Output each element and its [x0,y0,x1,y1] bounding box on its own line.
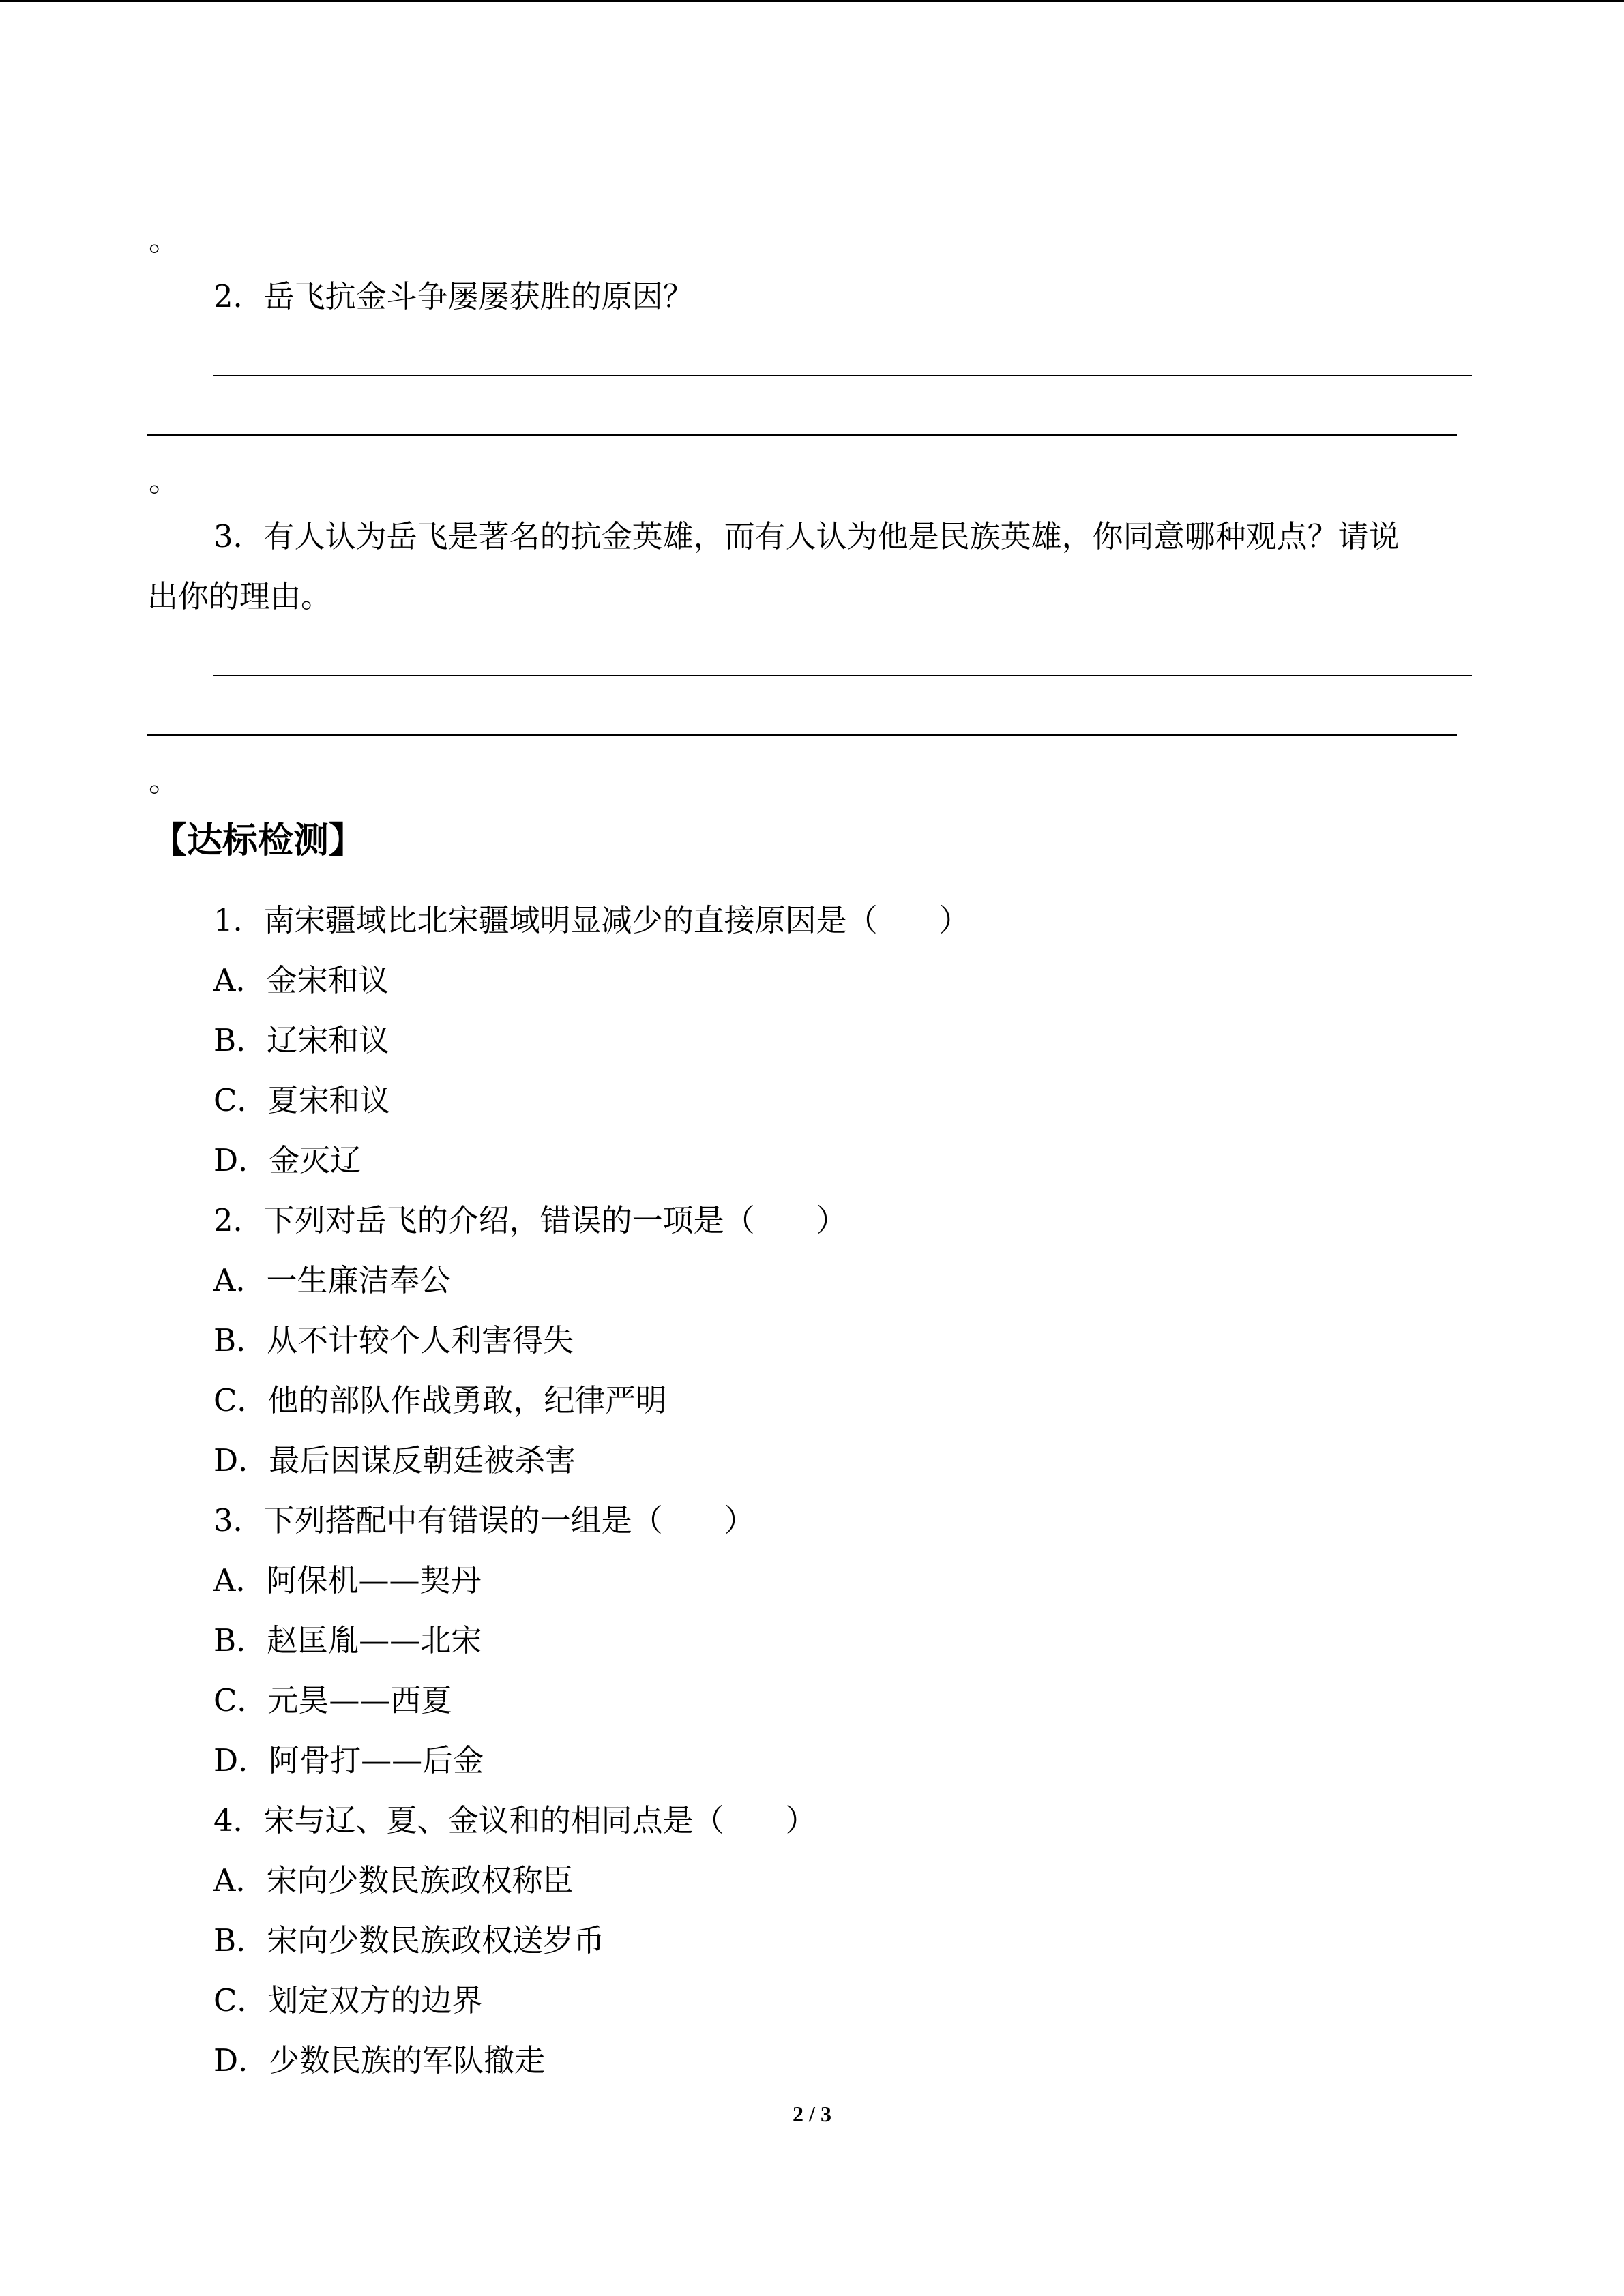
mc-question-1-stem: 1．南宋疆域比北宋疆域明显减少的直接原因是（ ） [213,902,970,938]
mc-question-4-option-a: A．宋向少数民族政权称臣 [213,1862,574,1898]
mc-question-2-stem: 2．下列对岳飞的介绍，错误的一项是（ ） [213,1202,847,1238]
mc-question-4-stem: 4．宋与辽、夏、金议和的相同点是（ ） [213,1802,816,1838]
mc-question-3-option-d: D．阿骨打——后金 [213,1742,484,1778]
period-mark: 。 [149,762,180,799]
period-mark: 。 [149,222,180,258]
answer-line-q3-1[interactable] [213,675,1472,676]
mc-question-3-option-a: A．阿保机——契丹 [213,1562,482,1598]
mc-question-1-option-a: A．金宋和议 [213,962,389,998]
mc-question-4-option-d: D．少数民族的军队撤走 [213,2042,546,2078]
question-3-text-line1: 3．有人认为岳飞是著名的抗金英雄，而有人认为他是民族英雄，你同意哪种观点？请说 [213,518,1400,554]
mc-question-4-option-c: C．划定双方的边界 [213,1982,483,2018]
mc-question-3-option-c: C．元昊——西夏 [213,1682,452,1718]
mc-question-1-option-c: C．夏宋和议 [213,1082,391,1118]
answer-line-q3-2[interactable] [147,734,1457,736]
answer-line-q2-2[interactable] [147,434,1457,436]
mc-question-1-option-b: B．辽宋和议 [213,1022,390,1058]
mc-question-4-option-b: B．宋向少数民族政权送岁币 [213,1922,605,1958]
answer-line-q2-1[interactable] [213,375,1472,376]
page-top-border [0,0,1624,2]
mc-question-3-option-b: B．赵匡胤——北宋 [213,1622,482,1658]
section-title: 【达标检测】 [151,820,365,861]
mc-question-3-stem: 3．下列搭配中有错误的一组是（ ） [213,1502,755,1538]
question-2-text: 2．岳飞抗金斗争屡屡获胜的原因？ [213,278,694,314]
mc-question-2-option-c: C．他的部队作战勇敢，纪律严明 [213,1382,667,1418]
mc-question-2-option-d: D．最后因谋反朝廷被杀害 [213,1442,576,1478]
mc-question-1-option-d: D．金灭辽 [213,1142,361,1178]
page-number: 2 / 3 [793,2102,831,2126]
mc-question-2-option-a: A．一生廉洁奉公 [213,1262,451,1298]
period-mark: 。 [149,462,180,498]
question-3-text-line2: 出你的理由。 [147,578,332,614]
mc-question-2-option-b: B．从不计较个人利害得失 [213,1322,574,1358]
